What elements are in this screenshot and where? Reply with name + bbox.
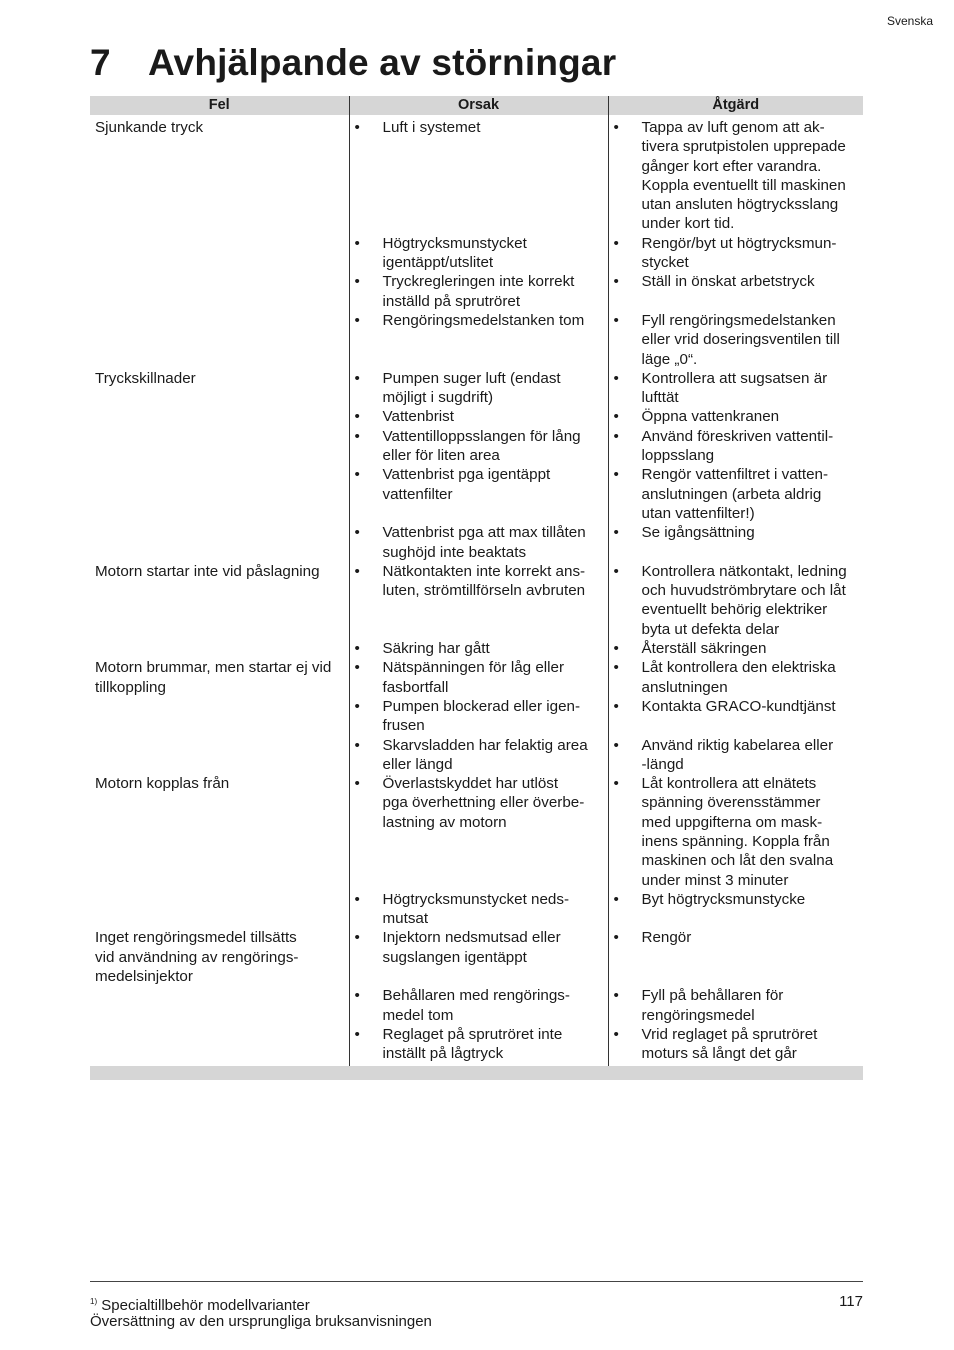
fault-text: Tryckskillnader	[95, 369, 196, 387]
action-cell	[608, 523, 863, 562]
action-text: • Använd riktig kabelarea eller -längd	[609, 736, 864, 775]
cause-cell	[349, 115, 608, 234]
action-text: • Kontakta GRACO-kundtjänst	[609, 697, 864, 716]
table-header-row	[90, 96, 863, 115]
fault-cell	[90, 272, 349, 311]
fault-cell	[90, 1025, 349, 1066]
cause-text: • Luft i systemet	[350, 118, 608, 137]
cause-text: • Injektorn nedsmutsad eller sugslangen igentäppt	[350, 928, 608, 967]
action-text: • Fyll rengöringsmedelstanken eller vrid doseringsventilen till läge „0“.	[609, 311, 864, 369]
action-text: • Byt högtrycksmunstycke	[609, 890, 864, 909]
cause-text: • Nätkontakten inte korrekt ans- luten, strömtillförseln avbruten	[350, 562, 608, 601]
cause-text: • Pumpen suger luft (endast möjligt i sugdrift)	[350, 369, 608, 408]
action-cell	[608, 697, 863, 736]
action-text: • Rengör	[609, 928, 864, 947]
fault-cell	[90, 562, 349, 639]
language-label: Svenska	[886, 14, 933, 28]
footnote-text: Specialtillbehör modellvarianter	[101, 1297, 310, 1314]
action-text: • Kontrollera nätkontakt, ledning och huvudströmbrytare och låt eventuellt behörig elektriker byta ut defekta delar	[609, 562, 864, 639]
cause-text: • Vattenbrist pga igentäppt vattenfilter	[350, 465, 608, 504]
fault-cell	[90, 234, 349, 273]
header-fault: Fel	[90, 96, 349, 115]
fault-cell	[90, 311, 349, 369]
table-row	[90, 774, 863, 890]
fault-cell	[90, 427, 349, 466]
action-cell	[608, 311, 863, 369]
table-row	[90, 311, 863, 369]
fault-cell	[90, 465, 349, 523]
action-cell	[608, 562, 863, 639]
cause-cell	[349, 736, 608, 775]
cause-text: • Reglaget på sprutröret inte inställt på lågtryck	[350, 1025, 608, 1064]
action-text: • Se igångsättning	[609, 523, 864, 542]
header-action: Åtgärd	[608, 96, 863, 115]
page-number: 117	[839, 1293, 863, 1310]
table-row	[90, 736, 863, 775]
table-row	[90, 523, 863, 562]
action-cell	[608, 115, 863, 234]
action-cell	[608, 465, 863, 523]
troubleshooting-table	[90, 96, 863, 1080]
action-cell	[608, 427, 863, 466]
fault-text: Motorn brummar, men startar ej vid tillkoppling	[95, 659, 332, 696]
cause-text: • Vattentilloppsslangen för lång eller för liten area	[350, 427, 608, 466]
cause-text: • Nätspänningen för låg eller fasbortfall	[350, 658, 608, 697]
cause-text: • Behållaren med rengörings- medel tom	[350, 986, 608, 1025]
action-text: • Använd föreskriven vattentil- loppsslang	[609, 427, 864, 466]
action-text: • Rengör/byt ut högtrycksmun- stycket	[609, 234, 864, 273]
cause-cell	[349, 1025, 608, 1066]
cause-cell	[349, 407, 608, 426]
action-text: • Rengör vattenfiltret i vatten- anslutningen (arbeta aldrig utan vattenfilter!)	[609, 465, 864, 523]
action-text: • Öppna vattenkranen	[609, 407, 864, 426]
fault-text: Motorn startar inte vid påslagning	[95, 562, 320, 580]
cause-text: • Säkring har gått	[350, 639, 608, 658]
fault-cell	[90, 697, 349, 736]
table-row	[90, 928, 863, 986]
table-row	[90, 658, 863, 697]
cause-cell	[349, 465, 608, 523]
cause-cell	[349, 697, 608, 736]
action-cell	[608, 234, 863, 273]
cause-text: • Högtrycksmunstycket neds- mutsat	[350, 890, 608, 929]
cause-cell	[349, 234, 608, 273]
fault-cell	[90, 774, 349, 890]
action-cell	[608, 369, 863, 408]
cause-cell	[349, 427, 608, 466]
action-text: • Tappa av luft genom att ak- tivera sprutpistolen upprepade gånger kort efter varandra. Koppla eventuellt till maskinen utan ansluten högtrycksslang under kort tid.	[609, 118, 864, 234]
footnote-marker: 1)	[90, 1297, 98, 1306]
action-text: • Låt kontrollera att elnätets spänning överensstämmer med uppgifterna om mask- inens spänning. Koppla från maskinen och låt den svalna under minst 3 minuter	[609, 774, 864, 890]
fault-text: Sjunkande tryck	[95, 119, 204, 136]
cause-text: • Rengöringsmedelstanken tom	[350, 311, 608, 330]
cause-cell	[349, 562, 608, 639]
fault-cell	[90, 369, 349, 408]
cause-cell	[349, 639, 608, 658]
table-row	[90, 369, 863, 408]
cause-text: • Tryckregleringen inte korrekt inställd på sprutröret	[350, 272, 608, 311]
action-text: • Kontrollera att sugsatsen är lufttät	[609, 369, 864, 408]
fault-cell	[90, 658, 349, 697]
cause-text: • Vattenbrist	[350, 407, 608, 426]
action-cell	[608, 986, 863, 1025]
cause-text: • Skarvsladden har felaktig area eller längd	[350, 736, 608, 775]
table-row	[90, 115, 863, 234]
chapter-number: 7	[90, 42, 111, 83]
table-row	[90, 986, 863, 1025]
action-text: • Vrid reglaget på sprutröret moturs så långt det går	[609, 1025, 864, 1064]
table-row	[90, 465, 863, 523]
table-body	[90, 115, 863, 1066]
table-row	[90, 562, 863, 639]
action-cell	[608, 890, 863, 929]
fault-cell	[90, 407, 349, 426]
action-text: • Låt kontrollera den elektriska anslutningen	[609, 658, 864, 697]
header-cause: Orsak	[349, 96, 608, 115]
table-row	[90, 272, 863, 311]
action-cell	[608, 1025, 863, 1066]
cause-cell	[349, 774, 608, 890]
cause-cell	[349, 369, 608, 408]
fault-cell	[90, 639, 349, 658]
fault-cell	[90, 523, 349, 562]
action-cell	[608, 774, 863, 890]
fault-text: Motorn kopplas från	[95, 775, 230, 793]
table-row	[90, 697, 863, 736]
cause-cell	[349, 658, 608, 697]
action-text: • Fyll på behållaren för rengöringsmedel	[609, 986, 864, 1025]
cause-cell	[349, 928, 608, 986]
fault-text: Inget rengöringsmedel tillsätts vid användning av rengörings- medelsinjektor	[95, 929, 299, 986]
cause-text: • Överlastskyddet har utlöst pga överhettning eller överbe- lastning av motorn	[350, 774, 608, 832]
action-cell	[608, 736, 863, 775]
table-footer-bar	[90, 1066, 863, 1080]
cause-cell	[349, 523, 608, 562]
cause-text: • Högtrycksmunstycket igentäppt/utslitet	[350, 234, 608, 273]
action-cell	[608, 407, 863, 426]
fault-cell	[90, 928, 349, 986]
table-row	[90, 890, 863, 929]
action-text: • Återställ säkringen	[609, 639, 864, 658]
table-row	[90, 234, 863, 273]
table-row	[90, 407, 863, 426]
action-cell	[608, 639, 863, 658]
action-cell	[608, 928, 863, 986]
fault-cell	[90, 890, 349, 929]
action-cell	[608, 658, 863, 697]
chapter-title: Avhjälpande av störningar	[148, 42, 617, 83]
table-row	[90, 639, 863, 658]
cause-text: • Vattenbrist pga att max tillåten sughöjd inte beaktats	[350, 523, 608, 562]
cause-cell	[349, 311, 608, 369]
table-row	[90, 427, 863, 466]
footer-divider	[90, 1281, 863, 1282]
cause-cell	[349, 272, 608, 311]
cause-text: • Pumpen blockerad eller igen- frusen	[350, 697, 608, 736]
cause-cell	[349, 890, 608, 929]
cause-cell	[349, 986, 608, 1025]
fault-cell	[90, 986, 349, 1025]
fault-cell	[90, 115, 349, 234]
table-row	[90, 1025, 863, 1066]
page-title	[90, 42, 616, 84]
action-cell	[608, 272, 863, 311]
translation-note: Översättning av den ursprungliga bruksanvisningen	[90, 1313, 432, 1330]
fault-cell	[90, 736, 349, 775]
action-text: • Ställ in önskat arbetstryck	[609, 272, 864, 291]
